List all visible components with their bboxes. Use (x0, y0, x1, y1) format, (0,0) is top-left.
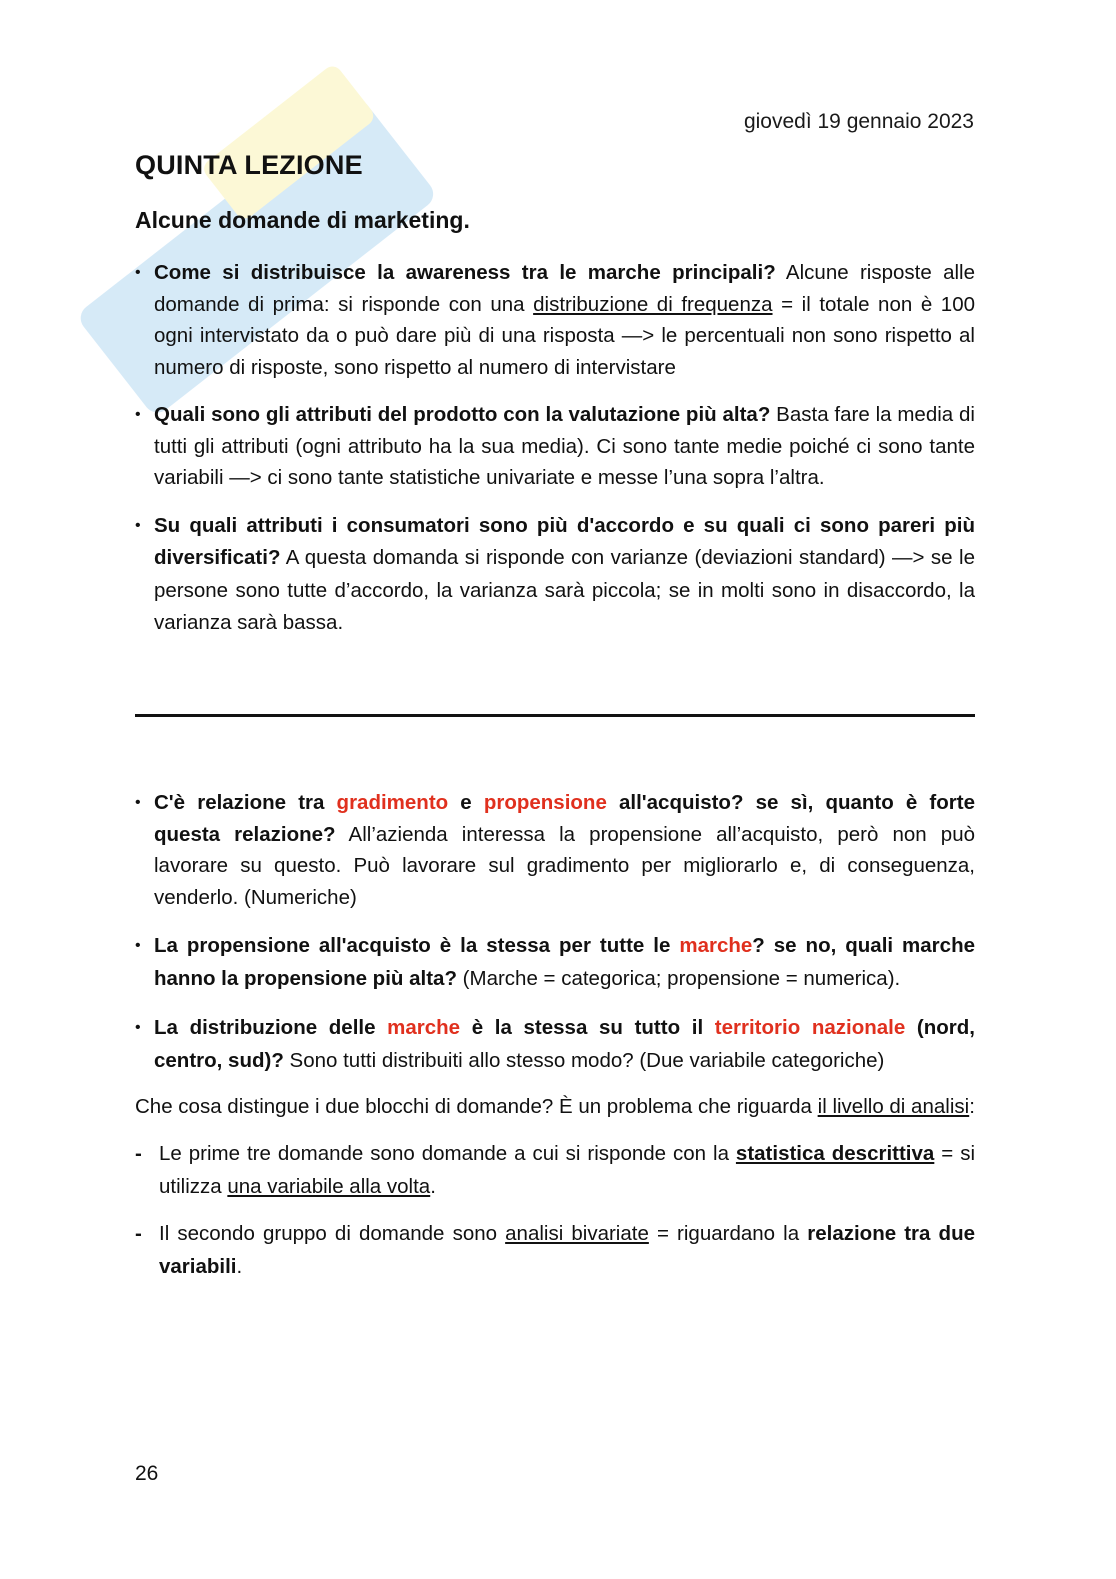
list-item: • La distribuzione delle marche è la stessa su tutto il territorio nazionale (nord, centro, sud)? Sono tutti distribuiti allo stesso modo? (Due variabile categoriche) (135, 1011, 975, 1077)
highlighted-term: marche (679, 934, 753, 957)
bullet-icon: • (135, 794, 141, 811)
list-item: • Quali sono gli attributi del prodotto con la valutazione più alta? Basta fare la media di tutti gli attributi (ogni attributo ha la sua media). Ci sono tante medie poiché ci sono tante variabili —> ci sono tante statistiche univariate e messe l’una sopra l’altra. (135, 399, 975, 494)
list-item: - Il secondo gruppo di domande sono analisi bivariate = riguardano la relazione tra due variabili. (135, 1217, 975, 1283)
key-term: relazione tra due variabili (159, 1221, 975, 1278)
list-item: - Le prime tre domande sono domande a cui si risponde con la statistica descrittiva = si utilizza una variabile alla volta. (135, 1137, 975, 1203)
underlined-term: analisi bivariate (505, 1221, 649, 1245)
highlighted-term: territorio nazionale (714, 1016, 906, 1039)
section-divider (135, 714, 975, 717)
bullet-icon: • (135, 516, 141, 534)
bullet-icon: • (135, 406, 141, 423)
highlighted-term: marche (387, 1016, 461, 1039)
underlined-term: una variabile alla volta (227, 1174, 431, 1198)
conclusion-paragraph: Che cosa distingue i due blocchi di domande? È un problema che riguarda il livello di analisi: (135, 1095, 975, 1118)
page-title: QUINTA LEZIONE (135, 150, 363, 180)
key-term: statistica descrittiva (735, 1141, 935, 1165)
bullet-icon: • (135, 264, 141, 281)
dash-icon: - (135, 1141, 142, 1165)
highlighted-term: propensione (483, 791, 607, 814)
question-block-1 (135, 257, 975, 640)
list-item: • C'è relazione tra gradimento e propensione all'acquisto? se sì, quanto è forte questa relazione? All’azienda interessa la propensione all’acquisto, però non può lavorare su questo. Può lavorare sul gradimento per migliorarlo e, di conseguenza, venderlo. (Numeriche) (135, 787, 975, 913)
underlined-term: distribuzione di frequenza (533, 292, 773, 316)
dash-icon: - (135, 1221, 142, 1245)
list-item: • Su quali attributi i consumatori sono più d'accordo e su quali ci sono pareri più diversificati? A questa domanda si risponde con varianze (deviazioni standard) —> se le persone sono tutte d’accordo, la varianza sarà piccola; se in molti sono in disaccordo, la varianza sarà bassa. (135, 510, 975, 640)
section-subtitle: Alcune domande di marketing. (135, 207, 470, 233)
question-block-2 (135, 787, 975, 1283)
underlined-term: il livello di analisi (817, 1095, 970, 1118)
bullet-icon: • (135, 937, 141, 954)
list-item: • Come si distribuisce la awareness tra le marche principali? Alcune risposte alle domande di prima: si risponde con una distribuzione di frequenza = il totale non è 100 ogni intervistato da o può dare più di una risposta —> le percentuali non sono rispetto al numero di risposte, sono rispetto al numero di intervistare (135, 257, 975, 383)
page-number: 26 (135, 1462, 159, 1485)
highlighted-term: gradimento (336, 791, 449, 814)
lesson-date: giovedì 19 gennaio 2023 (743, 110, 974, 133)
list-item: • La propensione all'acquisto è la stessa per tutte le marche? se no, quali marche hanno la propensione più alta? (Marche = categorica; propensione = numerica). (135, 929, 975, 995)
bullet-icon: • (135, 1019, 141, 1036)
